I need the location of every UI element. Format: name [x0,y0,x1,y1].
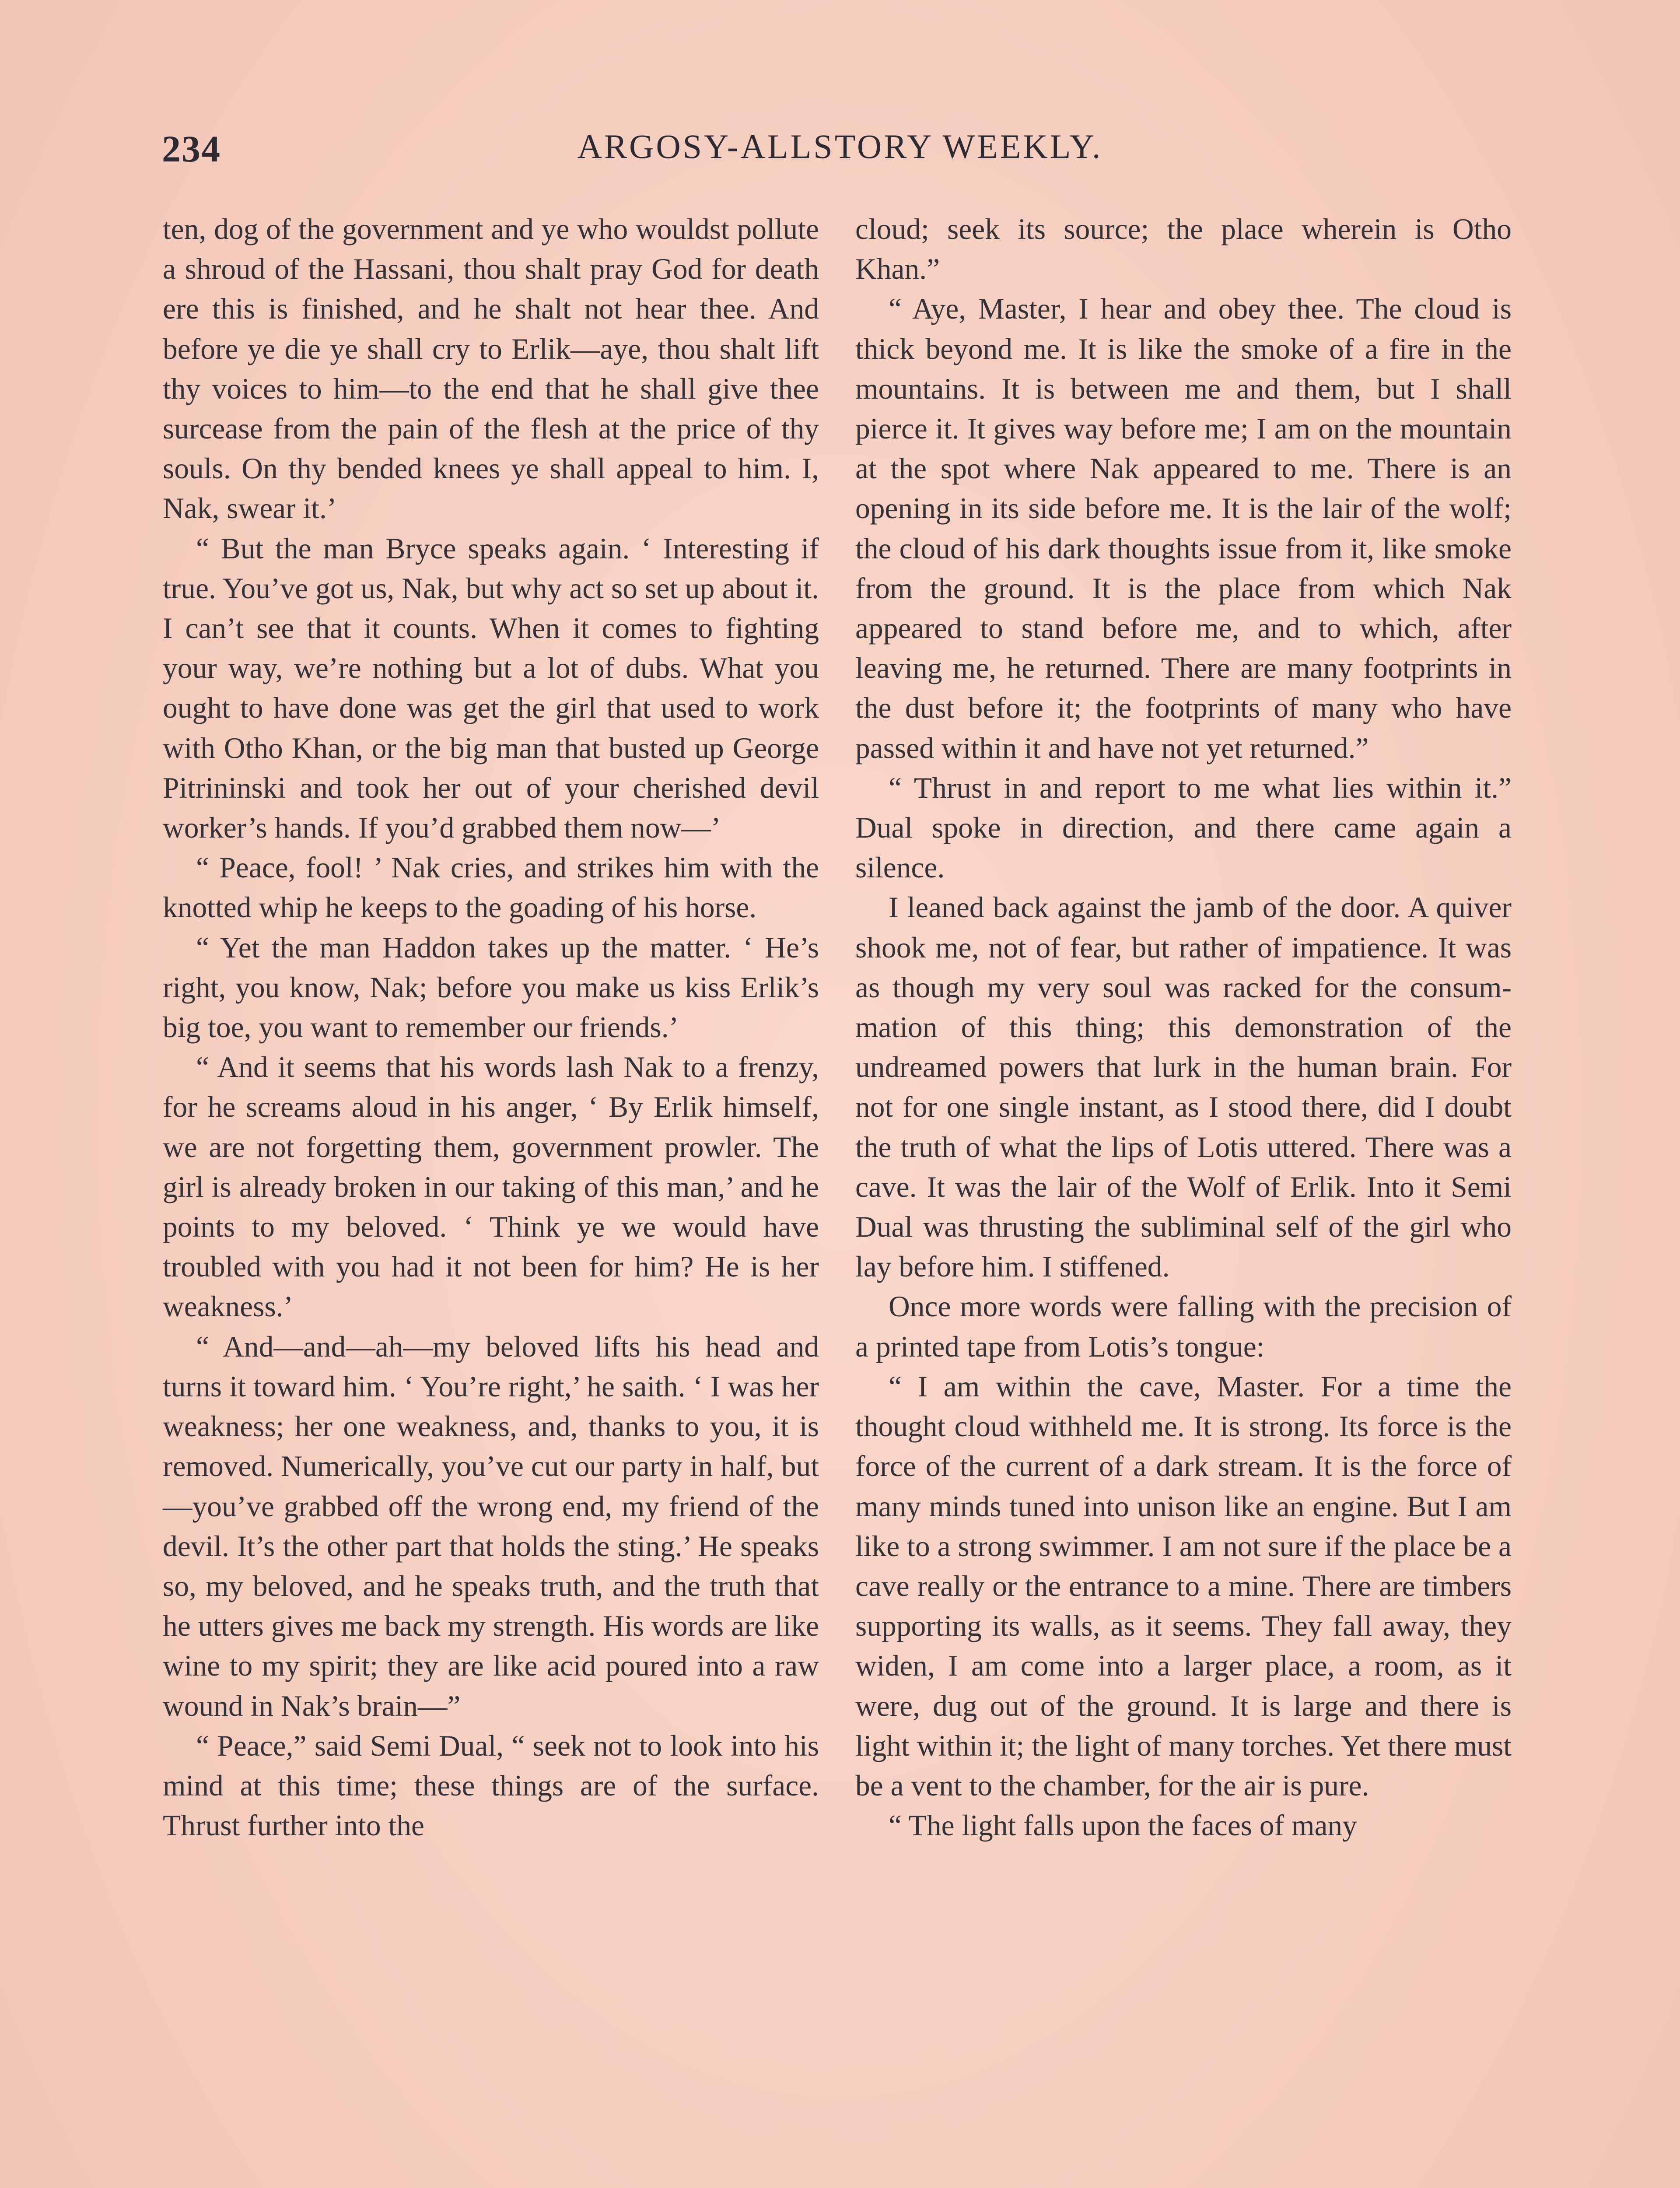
page-number: 234 [162,128,221,170]
paragraph: “ Peace,” said Semi Dual, “ seek not to look into his mind at this time; these things are of the surface. Thrust further into the [163,1729,819,1842]
paragraph: cloud; seek its source; the place wherein is Otho Khan.” [855,213,1512,286]
running-head: ARGOSY-ALLSTORY WEEKLY. [577,127,1103,165]
paragraph: “ Aye, Master, I hear and obey thee. The cloud is thick beyond me. It is like the smoke of a fire in the mountains. It is between me and them, but I shall pierce it. It gives way before me; I am on the mountain at the spot where Nak appeared to me. There is an opening in its side before me. It is the lair of the wolf; the cloud of his dark thoughts issue from it, like smoke from the ground. It is the place from which Nak appeared to stand before me, and to which, after leaving me, he returned. There are many footprints in the dust before it; the footprints of many who have passed within it and have not yet returned.” [855,292,1512,764]
right-text-column [855,209,1512,1845]
paragraph: “ And it seems that his words lash Nak to a frenzy, for he screams aloud in his anger, ‘ By Erlik himself, we are not forgetting them, government prowler. The girl is already broken in our taking of this man,’ and he points to my beloved. ‘ Think ye we would have troubled with you had it not been for him? He is her weakness.’ [163,1051,819,1323]
paragraph: “ Thrust in and report to me what lies within it.” Dual spoke in direction, and there came again a silence. [855,771,1512,884]
paragraph: “ Yet the man Haddon takes up the matter. ‘ He’s right, you know, Nak; before you make us kiss Erlik’s big toe, you want to remember our friends.’ [163,931,819,1044]
left-text-column [163,209,819,1845]
paragraph: “ And—and—ah—my beloved lifts his head and turns it toward him. ‘ You’re right,’ he saith. ‘ I was her weakness; her one weakness, and, thanks to you, it is removed. Numerically, you’ve cut our party in half, but—you’ve grabbed off the wrong end, my friend of the devil. It’s the other part that holds the sting.’ He speaks so, my beloved, and he speaks truth, and the truth that he utters gives me back my strength. His words are like wine to my spirit; they are like acid poured into a raw wound in Nak’s brain—” [163,1330,819,1722]
paragraph: Once more words were falling with the precision of a printed tape from Lotis’s tongue: [855,1290,1512,1363]
paragraph: I leaned back against the jamb of the door. A quiver shook me, not of fear, but rather of impatience. It was as though my very soul was racked for the consummation of this thing; this demonstration of the undreamed powers that lurk in the human brain. For not for one single instant, as I stood there, did I doubt the truth of what the lips of Lotis uttered. There was a cave. It was the lair of the Wolf of Erlik. Into it Semi Dual was thrusting the subliminal self of the girl who lay before him. I stiffened. [855,891,1512,1283]
paragraph: “ I am within the cave, Master. For a time the thought cloud withheld me. It is strong. Its force is the force of the current of a dark stream. It is the force of many minds tuned into unison like an engine. But I am like to a strong swimmer. I am not sure if the place be a cave really or the entrance to a mine. There are timbers supporting its walls, as it seems. They fall away, they widen, I am come into a larger place, a room, as it were, dug out of the ground. It is large and there is light within it; the light of many torches. Yet there must be a vent to the chamber, for the air is pure. [855,1370,1512,1802]
paragraph: “ But the man Bryce speaks again. ‘ Interesting if true. You’ve got us, Nak, but why act so set up about it. I can’t see that it counts. When it comes to fighting your way, we’re nothing but a lot of dubs. What you ought to have done was get the girl that used to work with Otho Khan, or the big man that busted up George Pitrininski and took her out of your cherished devil worker’s hands. If you’d grabbed them now—’ [163,532,819,845]
paragraph: ten, dog of the government and ye who wouldst pollute a shroud of the Hassani, thou shalt pray God for death ere this is finished, and he shalt not hear thee. And before ye die ye shall cry to Erlik—aye, thou shalt lift thy voices to him—to the end that he shall give thee surcease from the pain of the flesh at the price of thy souls. On thy bended knees ye shall appeal to him. I, Nak, swear it.’ [163,213,819,525]
paragraph: “ The light falls upon the faces of many [889,1809,1357,1842]
paragraph: “ Peace, fool! ’ Nak cries, and strikes him with the knotted whip he keeps to the goading of his horse. [163,851,819,924]
page-header [162,127,1518,179]
